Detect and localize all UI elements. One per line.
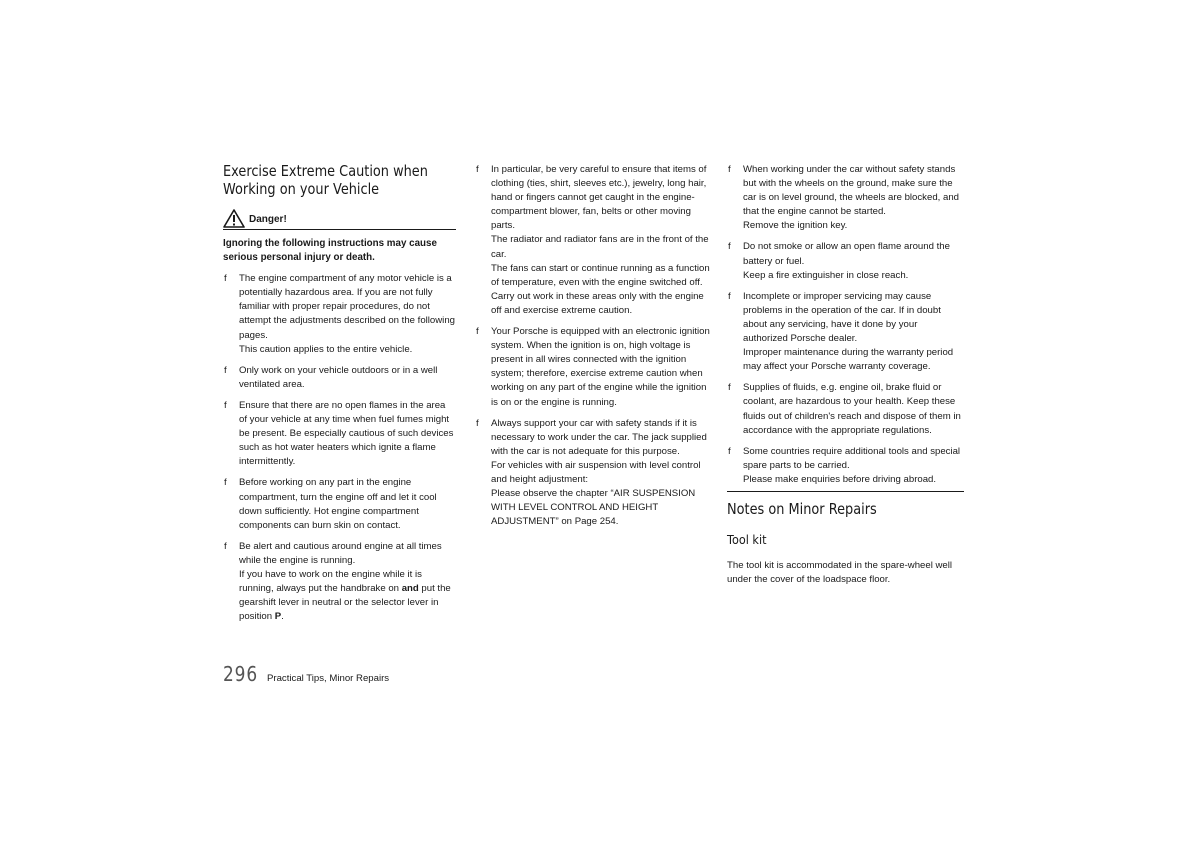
text-run: put the gearshift lever in neutral or the selector lever in position (239, 583, 451, 623)
item-text: Do not smoke or allow an open flame around the battery or fuel. (743, 241, 950, 267)
item-text: Some countries require additional tools and special spare parts to be carried. (743, 445, 961, 471)
toolkit-heading: Tool kit (727, 531, 767, 547)
section-divider (727, 491, 964, 492)
item-text: Please observe the chapter “AIR SUSPENSION WITH LEVEL CONTROL AND HEIGHT ADJUSTMENT” on Page 254. (491, 488, 696, 528)
item-text: Ensure that there are no open flames in the area of your vehicle at any time when fuel fumes might be present. Be especially cautious of such devices such as hot water heaters which ignite a flame intermittently. (239, 399, 454, 468)
bold-p: P (274, 611, 282, 623)
item-text: Improper maintenance during the warranty period may affect your Porsche warranty coverage. (743, 347, 954, 373)
list-item (727, 381, 964, 437)
list-item (727, 240, 964, 282)
item-text: Always support your car with safety stands if it is necessary to work under the car. The jack supplied with the car is not adequate for this purpose. (491, 417, 707, 457)
item-text: For vehicles with air suspension with level control and height adjustment: (491, 459, 701, 485)
page-title: Exercise Extreme Caution when Working on your Vehicle (223, 162, 428, 198)
list-item (223, 272, 456, 357)
item-text: Your Porsche is equipped with an electronic ignition system. When the ignition is on, high voltage is present in all wires connected with the ignition system; therefore, exercise extreme caution when working on any part of the engine while the ignition is on or the engine is running. (491, 326, 710, 408)
item-text: In particular, be very careful to ensure that items of clothing (ties, shirt, sleeves etc.), jewelry, long hair, hand or fingers cannot get caught in the engine-compartment blower, fan, belts or other moving parts. (491, 164, 707, 232)
item-text: Only work on your vehicle outdoors or in a well ventilated area. (239, 364, 438, 390)
list-item (475, 325, 715, 410)
text-run: If you have to work on the engine while it is running, always put the handbrake on (239, 568, 422, 595)
column-2 (475, 163, 715, 536)
item-text: Before working on any part in the engine compartment, turn the engine off and let it cool down sufficiently. Hot engine compartment components can burn skin on contact. (239, 477, 437, 531)
column-1 (223, 158, 456, 631)
section-name: Practical Tips, Minor Repairs (267, 673, 390, 684)
text-run: . (281, 611, 284, 623)
bullet-marker: f (476, 417, 479, 429)
toolkit-text: The tool kit is accommodated in the spare-wheel well under the cover of the loadspace floor. (727, 559, 953, 586)
warning-triangle-icon (223, 209, 245, 228)
column-3 (727, 163, 964, 587)
bullet-marker: f (224, 540, 227, 552)
list-item (223, 540, 456, 625)
danger-label: Danger! (249, 213, 287, 225)
bullet-marker: f (728, 445, 731, 457)
item-text: The radiator and radiator fans are in the front of the car. (491, 234, 709, 260)
list-item (727, 163, 964, 233)
bold-and: and (401, 583, 419, 595)
item-text: Supplies of fluids, e.g. engine oil, brake fluid or coolant, are hazardous to your health. Keep these fluids out of children's reach and dispose of them in accordance with the appropriate regulations. (743, 382, 961, 436)
list-item (223, 364, 456, 392)
item-text: Remove the ignition key. (743, 220, 848, 232)
bullet-marker: f (476, 164, 479, 175)
item-text: Keep a fire extinguisher in close reach. (743, 269, 909, 281)
item-text: The fans can start or continue running as a function of temperature, even with the engine switched off. (491, 262, 710, 288)
danger-header (223, 207, 456, 230)
bullet-marker: f (728, 164, 731, 175)
item-text: Carry out work in these areas only with the engine off and exercise extreme caution. (491, 290, 704, 316)
bullet-marker: f (224, 399, 227, 411)
bullet-marker: f (728, 382, 731, 394)
bullet-marker: f (224, 477, 227, 489)
list-item (223, 476, 456, 532)
item-text (239, 568, 456, 624)
item-text: This caution applies to the entire vehicle. (239, 343, 413, 355)
danger-warning: Ignoring the following instructions may cause serious personal injury or death. (223, 238, 437, 264)
item-text: Please make enquiries before driving abroad. (743, 473, 937, 485)
item-text: The engine compartment of any motor vehicle is a potentially hazardous area. If you are not fully familiar with proper repair procedures, do not attempt the adjustments described on the following pages. (239, 273, 455, 341)
bullet-marker: f (728, 241, 731, 253)
page-number: 296 (223, 662, 259, 686)
bullet-marker: f (224, 273, 227, 285)
list-item (475, 417, 715, 530)
notes-heading: Notes on Minor Repairs (727, 499, 877, 518)
list-item (223, 399, 456, 469)
bullet-marker: f (728, 290, 731, 302)
bullet-marker: f (224, 364, 227, 376)
list-item (727, 290, 964, 375)
list-item (475, 163, 715, 318)
item-text: Be alert and cautious around engine at all times while the engine is running. (239, 540, 442, 566)
item-text: When working under the car without safety stands but with the wheels on the ground, make sure the car is on level ground, the wheels are blocked, and that the engine cannot be started. (743, 164, 959, 218)
bullet-marker: f (476, 326, 479, 338)
list-item (727, 445, 964, 487)
page-footer (223, 662, 389, 686)
item-text: Incomplete or improper servicing may cause problems in the operation of the car. If in doubt about any servicing, have it done by your authorized Porsche dealer. (743, 290, 941, 345)
